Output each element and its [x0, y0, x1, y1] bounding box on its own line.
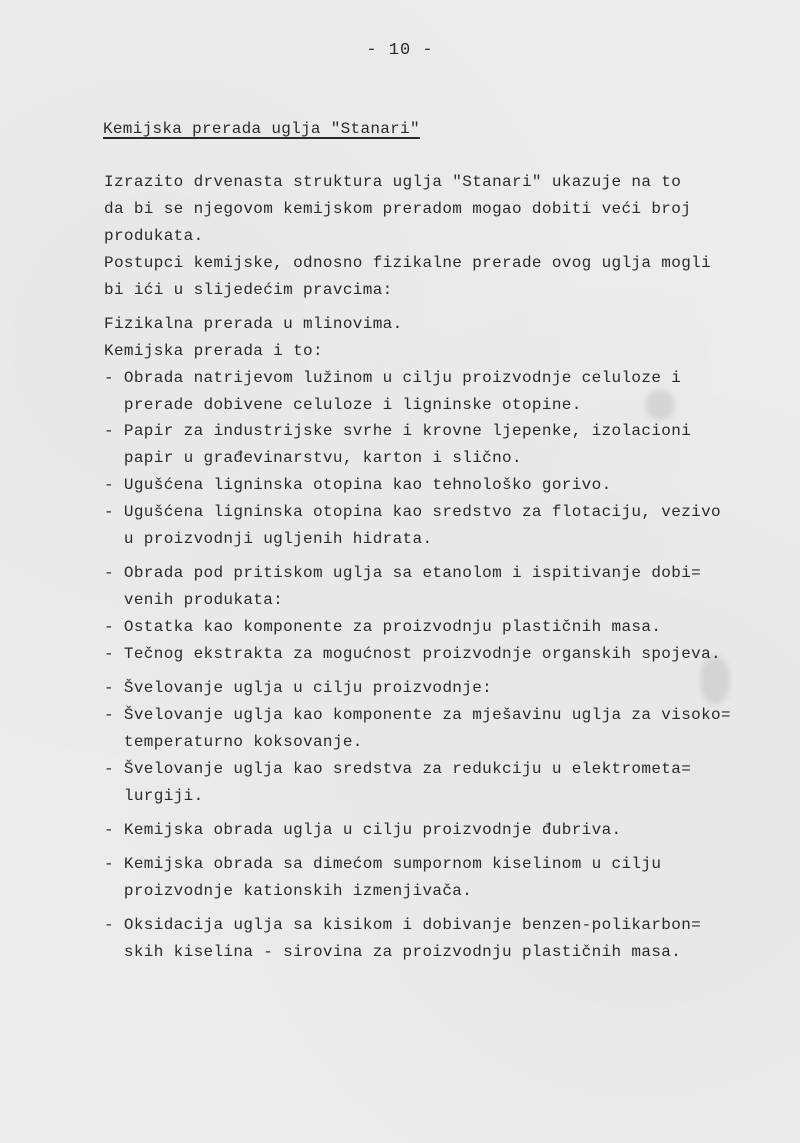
list-item-line: - Obrada pod pritiskom uglja sa etanolom i ispitivanje dobi= — [104, 564, 702, 582]
list-item-line: lurgiji. — [104, 787, 204, 805]
list-item-line: - Ugušćena ligninska otopina kao sredstvo za flotaciju, vezivo — [104, 503, 721, 521]
intro-line: bi ići u slijedećim pravcima: — [104, 281, 393, 299]
list-item-line: temperaturno koksovanje. — [104, 733, 363, 751]
list-item-line: u proizvodnji ugljenih hidrata. — [104, 530, 433, 548]
list-item-line: - Obrada natrijevom lužinom u cilju proizvodnje celuloze i — [104, 369, 682, 387]
list-item-line: - Švelovanje uglja kao sredstva za redukciju u elektrometa= — [104, 760, 692, 778]
section-heading: Kemijska prerada uglja "Stanari" — [103, 120, 420, 138]
section-line: Kemijska prerada i to: — [104, 342, 323, 360]
list-item-line: - Švelovanje uglja kao komponente za mješavinu uglja za visoko= — [104, 706, 731, 724]
list-item-line: - Ostatka kao komponente za proizvodnju plastičnih masa. — [104, 618, 662, 636]
list-item-line: - Tečnog ekstrakta za mogućnost proizvodnje organskih spojeva. — [104, 645, 721, 663]
list-item-line: - Švelovanje uglja u cilju proizvodnje: — [104, 679, 493, 697]
page-number: - 10 - — [366, 41, 434, 60]
list-item-line: - Ugušćena ligninska otopina kao tehnološko gorivo. — [104, 476, 612, 494]
list-item-line: - Kemijska obrada sa dimećom sumpornom kiselinom u cilju — [104, 855, 662, 873]
intro-line: Postupci kemijske, odnosno fizikalne prerade ovog uglja mogli — [104, 254, 712, 272]
list-item-line: skih kiselina - sirovina za proizvodnju plastičnih masa. — [104, 943, 682, 961]
list-item-line: papir u građevinarstvu, karton i slično. — [104, 449, 522, 467]
list-item-line: venih produkata: — [104, 591, 284, 609]
list-item-line: - Oksidacija uglja sa kisikom i dobivanje benzen-polikarbon= — [104, 916, 702, 934]
smudge-mark — [645, 390, 675, 420]
intro-line: Izrazito drvenasta struktura uglja "Stanari" ukazuje na to — [104, 173, 682, 191]
list-item-line: - Papir za industrijske svrhe i krovne ljepenke, izolacioni — [104, 422, 692, 440]
list-item-line: proizvodnje kationskih izmenjivača. — [104, 882, 473, 900]
intro-line: da bi se njegovom kemijskom preradom mogao dobiti veći broj — [104, 200, 692, 218]
section-line: Fizikalna prerada u mlinovima. — [104, 315, 403, 333]
list-item-line: prerade dobivene celuloze i ligninske otopine. — [104, 396, 582, 414]
intro-line: produkata. — [104, 227, 204, 245]
list-item-line: - Kemijska obrada uglja u cilju proizvodnje đubriva. — [104, 821, 622, 839]
